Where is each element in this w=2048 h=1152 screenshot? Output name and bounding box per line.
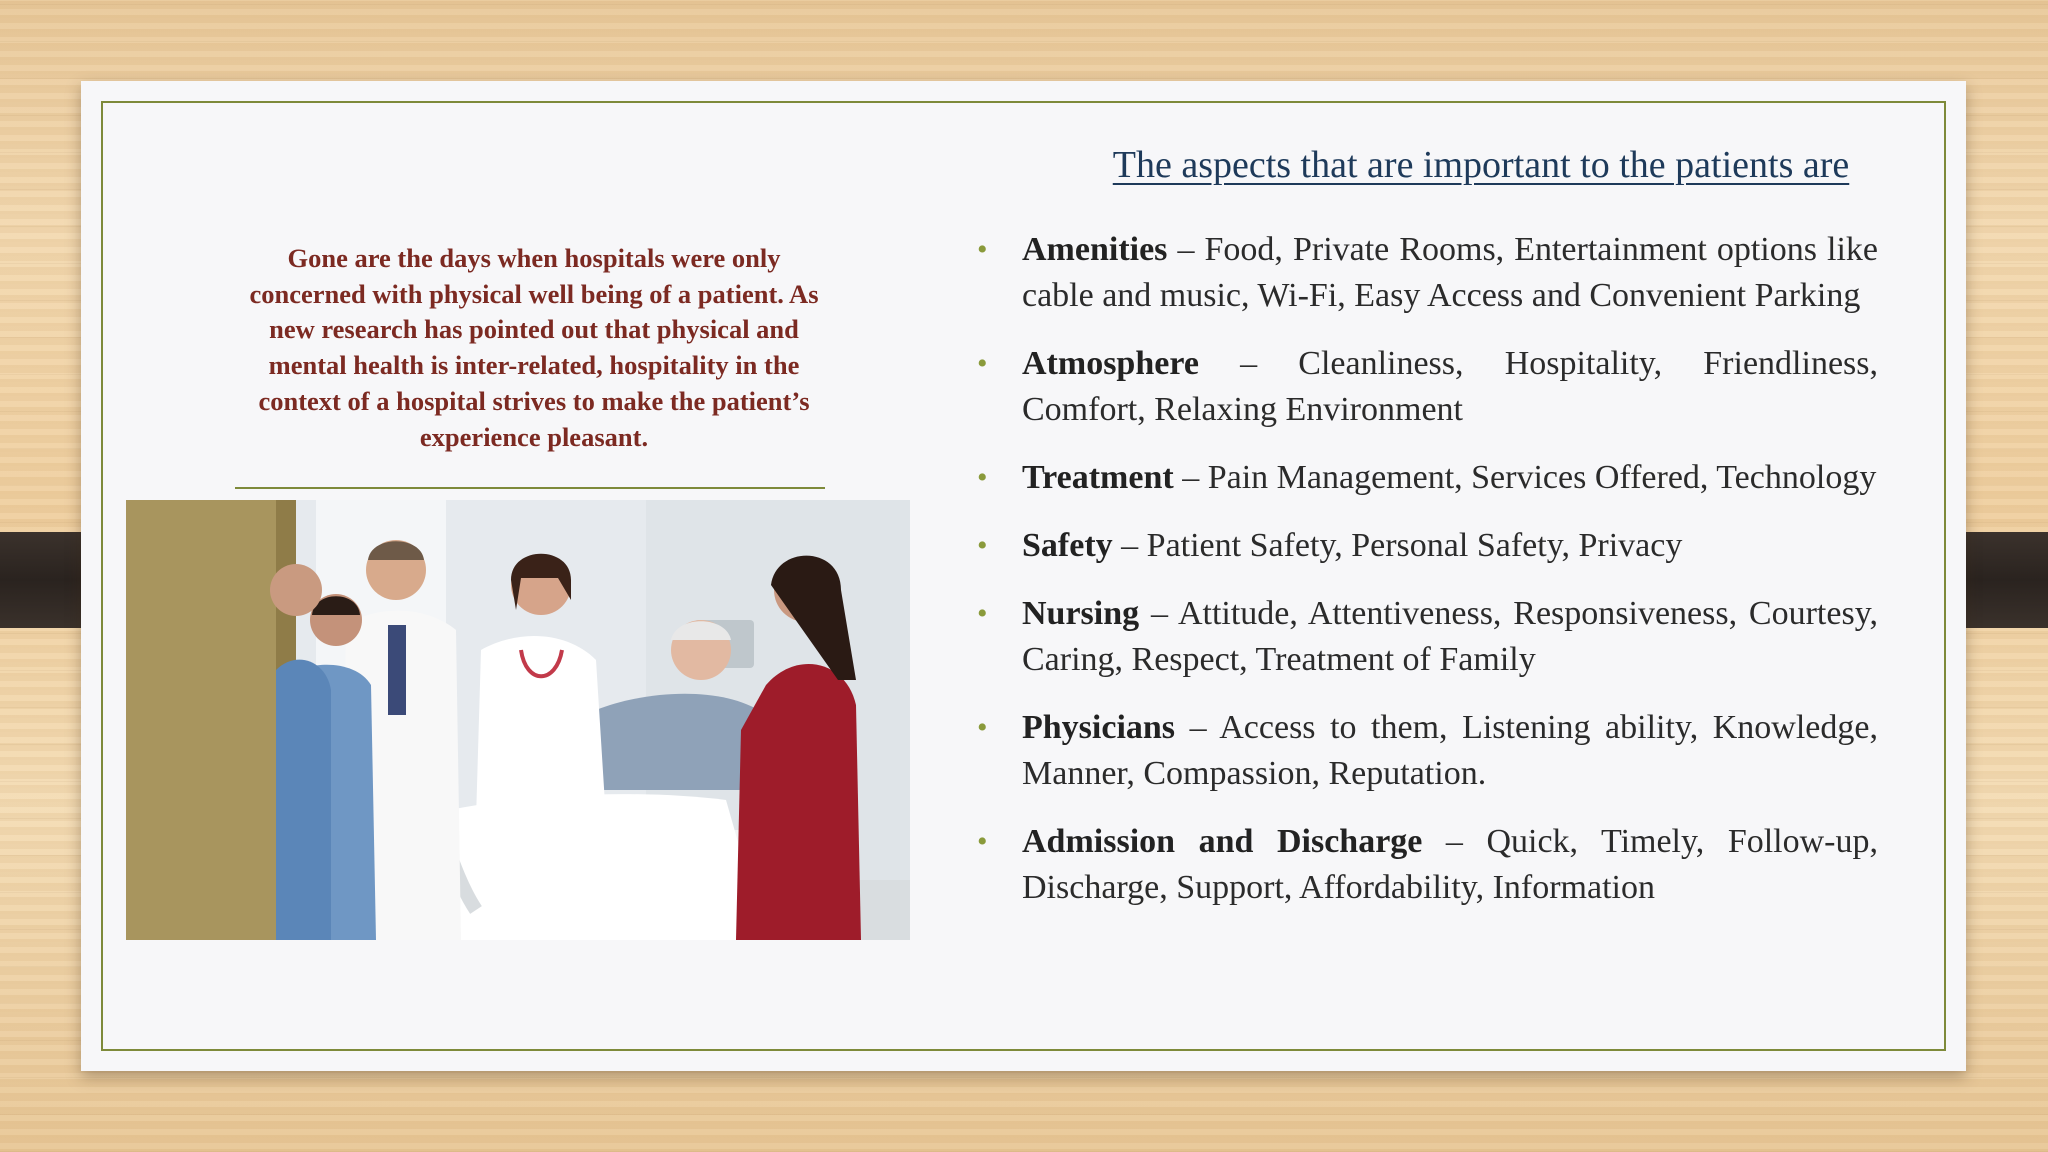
aspect-separator: – — [1112, 527, 1147, 564]
aspect-separator: – — [1167, 231, 1205, 268]
bullet-icon: • — [977, 711, 988, 744]
hospital-photo — [126, 500, 910, 940]
aspect-name: Admission and Discharge — [1022, 823, 1423, 860]
aspect-item-nursing — [973, 591, 1878, 683]
aspect-name: Safety — [1022, 527, 1113, 564]
aspect-item-safety — [973, 523, 1878, 569]
bullet-icon: • — [977, 597, 988, 630]
aspect-separator: – — [1422, 823, 1487, 860]
aspect-name: Treatment — [1022, 459, 1174, 496]
aspect-separator: – — [1139, 595, 1178, 632]
aspect-name: Amenities — [1022, 231, 1168, 268]
aspect-detail: Quick, Timely, Follow-up, Discharge, Support, Affordability, Information — [1022, 823, 1879, 906]
intro-paragraph: Gone are the days when hospitals were only concerned with physical well being of a patient. As new research has pointed out that physical and mental health is inter-related, hospitality in the context of a hospital strives to make the patient’s experience pleasant. — [249, 243, 819, 452]
aspect-detail: Attitude, Attentiveness, Responsiveness, Courtesy, Caring, Respect, Treatment of Family — [1022, 595, 1878, 678]
bullet-icon: • — [977, 529, 988, 562]
bullet-icon: • — [977, 461, 988, 494]
aspect-name: Physicians — [1022, 709, 1176, 746]
bullet-icon: • — [977, 233, 988, 266]
aspects-list — [973, 227, 1878, 933]
aspect-separator: – — [1173, 459, 1208, 496]
aspect-detail: Patient Safety, Personal Safety, Privacy — [1146, 527, 1683, 564]
bullet-icon: • — [977, 825, 988, 858]
aspect-detail: Access to them, Listening ability, Knowledge, Manner, Compassion, Reputation. — [1022, 709, 1878, 792]
intro-divider — [235, 487, 825, 489]
aspect-name: Atmosphere — [1022, 345, 1199, 382]
aspect-item-admission-discharge — [973, 819, 1878, 911]
aspect-separator: – — [1175, 709, 1220, 746]
aspect-detail: Pain Management, Services Offered, Technology — [1207, 459, 1877, 496]
aspect-detail: Cleanliness, Hospitality, Friendliness, Comfort, Relaxing Environment — [1022, 345, 1878, 428]
aspect-item-physicians — [973, 705, 1878, 797]
aspect-item-treatment — [973, 455, 1878, 501]
aspect-detail: Food, Private Rooms, Entertainment options like cable and music, Wi-Fi, Easy Access and Convenient Parking — [1022, 231, 1879, 314]
aspect-item-amenities — [973, 227, 1878, 319]
aspect-name: Nursing — [1022, 595, 1140, 632]
aspect-item-atmosphere — [973, 341, 1878, 433]
aspects-heading: The aspects that are important to the patients are — [1112, 144, 1850, 186]
slide-card — [81, 81, 1966, 1071]
bullet-icon: • — [977, 347, 988, 380]
aspect-separator: – — [1198, 345, 1299, 382]
